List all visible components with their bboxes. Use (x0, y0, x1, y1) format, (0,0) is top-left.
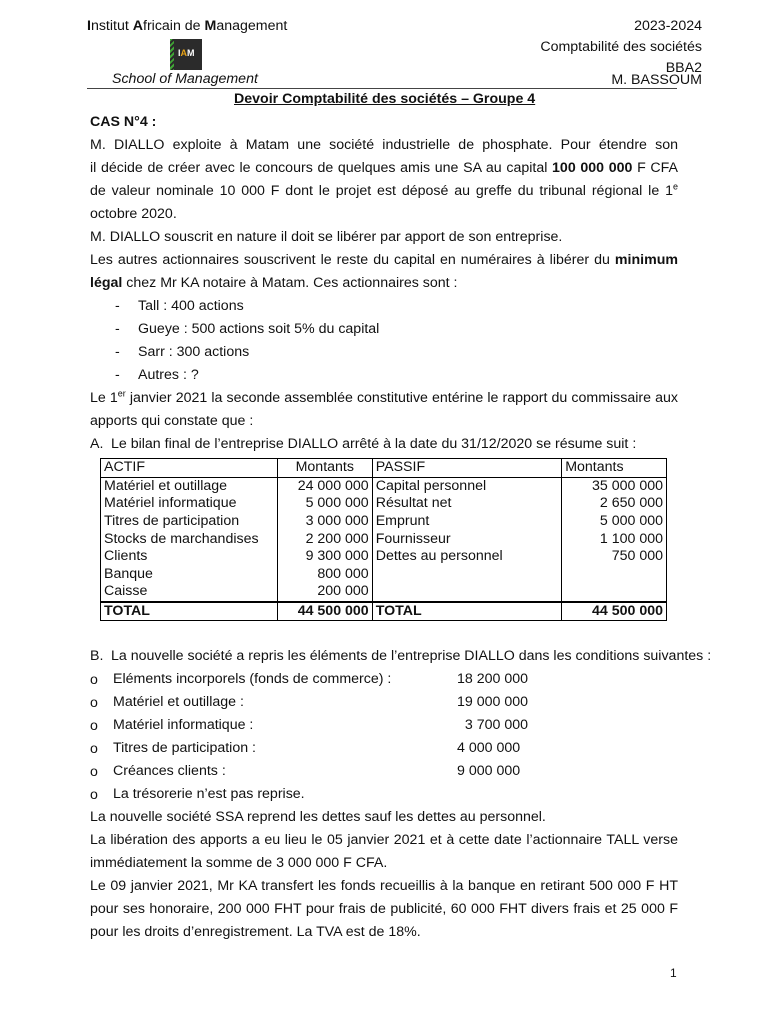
item-label: La trésorerie n’est pas reprise. (113, 786, 305, 802)
course-name: Comptabilité des sociétés (540, 39, 702, 55)
circle-bullet: o (90, 787, 98, 803)
table-row (101, 513, 667, 531)
cell: 44 500 000 (277, 602, 372, 621)
cell: 2 650 000 (562, 495, 667, 513)
case-heading: CAS N°4 : (90, 114, 157, 130)
cell: 2 200 000 (277, 530, 372, 548)
item-amount: 9 000 000 (457, 763, 521, 779)
paragraph-line: pour ses honoraire, 200 000 FHT pour frais de publicité, 60 000 FHT divers frais et 25 000 F (90, 901, 678, 917)
cell: 5 000 000 (277, 495, 372, 513)
shareholder-item: Tall : 400 actions (138, 298, 244, 314)
circle-bullet: o (90, 695, 98, 711)
column-header: ACTIF (101, 459, 278, 478)
shareholder-item: Sarr : 300 actions (138, 344, 250, 360)
dash-bullet: - (115, 367, 120, 383)
table-row (101, 495, 667, 513)
page-number: 1 (670, 966, 677, 980)
paragraph-line: apports qui constate que : (90, 413, 254, 429)
section-a-letter: A. (90, 436, 104, 452)
cell: 24 000 000 (277, 477, 372, 495)
cell: Dettes au personnel (372, 548, 562, 566)
item-label: Titres de participation : (113, 740, 256, 756)
dash-bullet: - (115, 344, 120, 360)
column-header: Montants (277, 459, 372, 478)
cell: Emprunt (372, 513, 562, 531)
item-amount: 3 700 000 (457, 717, 528, 733)
paragraph-line: de valeur nominale 10 000 F dont le projet est déposé au greffe du tribunal régional le 1e (90, 182, 678, 199)
section-b-letter: B. (90, 648, 104, 664)
column-header: Montants (562, 459, 667, 478)
item-amount: 19 000 000 (457, 694, 529, 710)
cell (562, 583, 667, 602)
table-row (101, 566, 667, 584)
cell (372, 566, 562, 584)
section-b-text: La nouvelle société a repris les éléments de l’entreprise DIALLO dans les conditions suivantes : (111, 648, 712, 664)
cell: Banque (101, 566, 278, 584)
item-label: Créances clients : (113, 763, 226, 779)
shareholder-item: Gueye : 500 actions soit 5% du capital (138, 321, 380, 337)
cell: Capital personnel (372, 477, 562, 495)
cell (372, 583, 562, 602)
iam-logo: IAM (170, 39, 202, 70)
shareholder-item: Autres : ? (138, 367, 199, 383)
paragraph-line: Les autres actionnaires souscrivent le reste du capital en numéraires à libérer du minimum (90, 252, 678, 268)
cell: 750 000 (562, 548, 667, 566)
section-a-text: Le bilan final de l’entreprise DIALLO arrêté à la date du 31/12/2020 se résume suit : (111, 436, 637, 452)
paragraph-line: octobre 2020. (90, 206, 177, 222)
paragraph-line: pour les droits d’enregistrement. La TVA est de 18%. (90, 924, 421, 940)
cell: Stocks de marchandises (101, 530, 278, 548)
paragraph-line: M. DIALLO exploite à Matam une société industrielle de phosphate. Pour étendre son (90, 137, 678, 153)
cell: Résultat net (372, 495, 562, 513)
class-name: BBA2 (665, 60, 702, 76)
column-header: PASSIF (372, 459, 562, 478)
item-label: Matériel informatique : (113, 717, 254, 733)
table-row (101, 477, 667, 495)
cell (562, 566, 667, 584)
cell: Titres de participation (101, 513, 278, 531)
item-amount: 18 200 000 (457, 671, 529, 687)
paragraph-line: Le 09 janvier 2021, Mr KA transfert les fonds recueillis à la banque en retirant 500 000 F HT (90, 878, 678, 894)
paragraph-line: Le 1er janvier 2021 la seconde assemblée constitutive entérine le rapport du commissaire aux (90, 389, 678, 406)
cell: 5 000 000 (562, 513, 667, 531)
paragraph-line: La nouvelle société SSA reprend les dettes sauf les dettes au personnel. (90, 809, 546, 825)
teacher-name: M. BASSOUM (611, 72, 702, 88)
table-row (101, 583, 667, 602)
table-total-row (101, 602, 667, 621)
paragraph-line: immédiatement la somme de 3 000 000 F CFA. (90, 855, 388, 871)
item-label: Eléments incorporels (fonds de commerce) : (113, 671, 392, 687)
table-row (101, 548, 667, 566)
dash-bullet: - (115, 321, 120, 337)
cell: TOTAL (372, 602, 562, 621)
cell: Matériel informatique (101, 495, 278, 513)
cell: 1 100 000 (562, 530, 667, 548)
cell: TOTAL (101, 602, 278, 621)
cell: 44 500 000 (562, 602, 667, 621)
paragraph-line: il décide de créer avec le concours de quelques amis une SA au capital 100 000 000 F CFA (90, 160, 678, 176)
balance-sheet-table (100, 458, 667, 621)
header-rule (87, 88, 677, 89)
circle-bullet: o (90, 718, 98, 734)
cell: Clients (101, 548, 278, 566)
circle-bullet: o (90, 741, 98, 757)
document-title: Devoir Comptabilité des sociétés – Groupe 4 (234, 91, 536, 107)
cell: 3 000 000 (277, 513, 372, 531)
cell: 200 000 (277, 583, 372, 602)
circle-bullet: o (90, 764, 98, 780)
paragraph-line: M. DIALLO souscrit en nature il doit se libérer par apport de son entreprise. (90, 229, 563, 245)
institute-name: Institut Africain de Management (87, 18, 288, 34)
cell: 800 000 (277, 566, 372, 584)
cell: Matériel et outillage (101, 477, 278, 495)
cell: 35 000 000 (562, 477, 667, 495)
table-header-row (101, 459, 667, 478)
paragraph-line: La libération des apports a eu lieu le 05 janvier 2021 et à cette date l’actionnaire TALL verse (90, 832, 678, 848)
item-label: Matériel et outillage : (113, 694, 244, 710)
cell: 9 300 000 (277, 548, 372, 566)
table-row (101, 530, 667, 548)
item-amount: 4 000 000 (457, 740, 521, 756)
academic-year: 2023-2024 (634, 18, 702, 34)
school-name: School of Management (112, 71, 258, 87)
circle-bullet: o (90, 672, 98, 688)
cell: Caisse (101, 583, 278, 602)
cell: Fournisseur (372, 530, 562, 548)
paragraph-line: légal chez Mr KA notaire à Matam. Ces actionnaires sont : (90, 275, 458, 291)
dash-bullet: - (115, 298, 120, 314)
